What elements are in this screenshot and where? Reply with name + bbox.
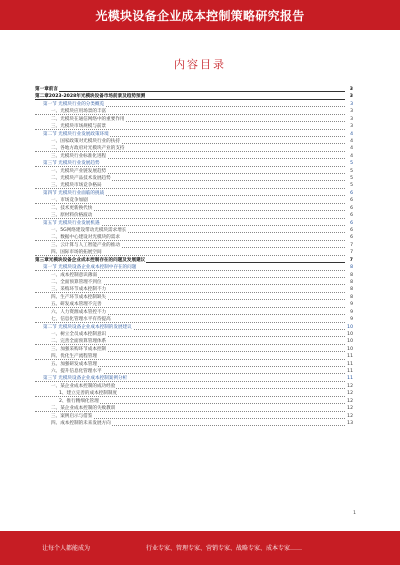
toc-entry[interactable] (35, 212, 355, 219)
toc-entry-text: 云计算与人工智能产业的推动 (60, 242, 120, 248)
report-title: 光模块设备企业成本控制策略研究报告 (95, 9, 305, 23)
toc-entry[interactable] (35, 316, 355, 323)
toc-entry-page: 10 (347, 339, 353, 345)
toc-entry-label (35, 109, 107, 114)
toc-entry-label (35, 421, 112, 426)
toc-entry-number: 一、 (51, 168, 61, 174)
toc-entry[interactable] (35, 413, 355, 420)
toc-entry-label (35, 146, 126, 151)
toc-entry[interactable] (35, 353, 355, 360)
leader-dots (35, 91, 345, 92)
header-bar (0, 0, 400, 30)
toc-entry-page: 12 (347, 391, 353, 397)
toc-entry[interactable] (35, 160, 355, 167)
toc-entry-page: 11 (347, 376, 353, 382)
toc-entry-page: 5 (350, 176, 353, 182)
toc-entry-number: 三、 (51, 346, 61, 352)
toc-entry[interactable] (35, 86, 355, 93)
toc-entry[interactable] (35, 182, 355, 189)
toc-entry-number: 第三章 (35, 257, 49, 263)
toc-entry-page: 6 (350, 190, 353, 196)
toc-entry-number: 三、 (51, 124, 61, 130)
toc-entry[interactable] (35, 93, 355, 100)
toc-entry-text: 研发成本管理不完善 (60, 302, 102, 308)
toc-entry-text: 光模块市场竞争格局 (60, 183, 102, 189)
toc-entry-label (35, 191, 105, 196)
footer-bar (0, 531, 400, 565)
toc-entry-number: 一、 (51, 383, 61, 389)
toc-entry-label (35, 295, 107, 300)
toc-entry[interactable] (35, 346, 355, 353)
toc-entry-page: 4 (350, 146, 353, 152)
toc-entry[interactable] (35, 338, 355, 345)
toc-entry-number: 六、 (51, 369, 61, 375)
toc-entry-number: 三、 (51, 287, 61, 293)
toc-entry-label (35, 176, 112, 181)
toc-entry-label (35, 243, 121, 248)
toc-entry-label (35, 391, 118, 396)
toc-entry-page: 7 (350, 242, 353, 248)
toc-entry-page: 4 (350, 138, 353, 144)
toc-entry-label (35, 132, 110, 137)
toc-entry-label (35, 399, 100, 404)
toc-entry-number: 五、 (51, 302, 61, 308)
toc-entry[interactable] (35, 301, 355, 308)
toc-entry-page: 10 (347, 346, 353, 352)
toc-entry-page: 8 (350, 272, 353, 278)
toc-entry-number: 四、 (51, 250, 61, 256)
toc-entry-text: 5G网络建设带动光模块需求增长 (60, 228, 127, 234)
toc-entry[interactable] (35, 309, 355, 316)
footer-tagline: 行业专家、管理专家、营销专家、战略专家、成本专家…… (146, 545, 303, 552)
toc-entry-page: 5 (350, 183, 353, 189)
toc-entry-number: 二、 (51, 146, 61, 152)
toc-entry-text: 第三节 光模块设备企业成本控制案例分析 (43, 376, 128, 382)
toc-entry[interactable] (35, 383, 355, 390)
toc-entry-page: 6 (350, 220, 353, 226)
toc-entry-number: 三、 (51, 413, 61, 419)
toc-entry-page: 4 (350, 153, 353, 159)
toc-entry-page: 11 (347, 354, 353, 360)
toc-entry-number: 一、 (51, 198, 61, 204)
toc-entry-page: 6 (350, 228, 353, 234)
toc-entry-label (35, 310, 107, 315)
toc-entry-label (35, 280, 103, 285)
toc-entry-number: 四、 (51, 420, 61, 426)
toc-entry-text: 完善全面预算管理体系 (60, 339, 107, 345)
toc-entry[interactable] (35, 123, 355, 130)
toc-entry-text: 建立完善的成本控制制度 (66, 391, 118, 397)
toc-entry-page: 5 (350, 168, 353, 174)
toc-entry-text: 第五节 光模块行业发展机遇 (43, 220, 100, 226)
toc-entry-text: 生产环节成本控制缺失 (60, 294, 107, 300)
toc-entry-page: 11 (347, 369, 353, 375)
toc-entry-label (35, 94, 146, 99)
toc-entry-number: 一、 (51, 109, 61, 115)
toc-entry[interactable] (35, 398, 355, 405)
toc-entry[interactable] (35, 257, 355, 264)
toc-entry[interactable] (35, 101, 355, 108)
toc-entry-label (35, 154, 107, 159)
toc-entry-page: 12 (347, 413, 353, 419)
toc-entry-number: 第一章 (35, 87, 49, 92)
toc-entry-label (35, 206, 93, 211)
toc-entry-label (35, 414, 93, 419)
toc-entry-page: 3 (349, 87, 353, 92)
toc-entry-label (35, 406, 116, 411)
toc-entry[interactable] (35, 361, 355, 368)
toc-entry-number: 三、 (51, 183, 61, 189)
toc-entry-page: 6 (350, 235, 353, 241)
toc-entry-label (35, 117, 126, 122)
toc-entry-page: 12 (347, 398, 353, 404)
toc-entry-number: 一、 (51, 138, 61, 144)
toc-entry-text: 光模块产业链发展趋势 (60, 168, 107, 174)
toc-entry-label (35, 198, 89, 203)
toc-entry-page: 6 (350, 198, 353, 204)
toc-entry[interactable] (35, 153, 355, 160)
toc-entry[interactable] (35, 227, 355, 234)
toc-entry-text: 光模块市场规模与前景 (60, 124, 107, 130)
toc-entry-page: 13 (347, 420, 353, 426)
toc-entry-text: 光模块应用场景的丰富 (60, 109, 107, 115)
toc-entry-page: 12 (347, 383, 353, 389)
toc-entry-label (35, 347, 107, 352)
toc-entry-text: 第二节 光模块设备企业成本控制的发展建议 (43, 324, 132, 330)
toc-entry-text: 采购环节成本控制不力 (60, 287, 107, 293)
toc-entry-text: 全面预算管理不到位 (60, 279, 102, 285)
toc-entry-page: 9 (350, 309, 353, 315)
toc-entry-label (35, 183, 103, 188)
toc-entry-label (35, 362, 98, 367)
toc-entry-label (35, 87, 59, 92)
toc-entry-label (35, 235, 121, 240)
toc-entry-number: 一、 (51, 228, 61, 234)
toc-entry-label (35, 376, 128, 381)
toc-entry-text: 成本控制意识薄弱 (60, 272, 97, 278)
toc-entry-text: 树立全员成本控制意识 (60, 331, 107, 337)
toc-entry-page: 3 (350, 101, 353, 107)
toc-entry-page: 10 (347, 324, 353, 330)
toc-entry-text: 数据中心建设对光模块的需求 (60, 235, 120, 241)
toc-entry-page: 5 (350, 161, 353, 167)
toc-entry-page: 8 (350, 265, 353, 271)
toc-entry-text: 第一节 光模块行业的分类概览 (43, 101, 105, 107)
toc-entry-text: 第三节 光模块行业发展趋势 (43, 161, 100, 167)
toc-entry-text: 加强研发成本管理 (60, 361, 97, 367)
toc-entry-text: 第四节 光模块行业面临的挑战 (43, 190, 105, 196)
toc-entry-number: 二、 (51, 235, 61, 241)
toc-entry-label (35, 302, 103, 307)
toc-entry-text: 成本控制的未来发展方向 (60, 420, 111, 426)
toc-entry[interactable] (35, 168, 355, 175)
toc-entry-text: 加强采购环节成本控制 (60, 346, 107, 352)
toc-entry-text: 各地方政府对光模块产业的支持 (60, 146, 125, 152)
toc-entry[interactable] (35, 234, 355, 241)
toc-entry-label (35, 161, 101, 166)
toc-entry[interactable] (35, 279, 355, 286)
toc-entry-label (35, 317, 112, 322)
toc-entry[interactable] (35, 264, 355, 271)
toc-entry[interactable] (35, 131, 355, 138)
toc-entry-text: 推行精细化管理 (66, 398, 99, 404)
toc-entry-label (35, 287, 107, 292)
toc-entry-label (35, 258, 146, 263)
toc-entry-text: 光模块行业标准化进程 (60, 153, 107, 159)
toc-entry-number: 第二章 (35, 94, 49, 100)
toc-entry[interactable] (35, 116, 355, 123)
toc-entry[interactable] (35, 138, 355, 145)
toc-entry-text: 优化生产流程管理 (60, 354, 97, 360)
toc-entry-label (35, 102, 105, 107)
toc-entry[interactable] (35, 286, 355, 293)
toc-entry-label (35, 339, 107, 344)
toc-entry-text: 光模块产品技术发展趋势 (60, 176, 111, 182)
toc-entry-label (35, 273, 98, 278)
toc-entry-label (35, 325, 133, 330)
toc-entry-page: 3 (350, 116, 353, 122)
table-of-contents (35, 86, 355, 427)
toc-entry-number: 二、 (51, 339, 61, 345)
toc-entry-number: 1、 (59, 391, 67, 397)
toc-entry-label (35, 221, 101, 226)
toc-entry-text: 人力资源成本管控不力 (60, 309, 107, 315)
toc-entry[interactable] (35, 324, 355, 331)
toc-entry-text: 光模块在通信网络中的重要作用 (60, 116, 125, 122)
toc-entry-number: 四、 (51, 354, 61, 360)
toc-entry-page: 8 (350, 287, 353, 293)
toc-entry-text: 国家政策对光模块行业的扶持 (60, 138, 120, 144)
toc-entry-page: 4 (350, 131, 353, 137)
toc-entry[interactable] (35, 405, 355, 412)
toc-entry-label (35, 354, 98, 359)
toc-entry-text: 市场竞争加剧 (60, 198, 88, 204)
toc-entry[interactable] (35, 205, 355, 212)
toc-entry-text: 国际市场的拓展空间 (60, 250, 102, 256)
toc-entry[interactable] (35, 145, 355, 152)
toc-entry-page: 12 (347, 406, 353, 412)
toc-entry-page: 3 (350, 124, 353, 130)
toc-entry-label (35, 369, 103, 374)
toc-entry-page: 10 (347, 331, 353, 337)
toc-entry-page: 8 (350, 294, 353, 300)
toc-entry[interactable] (35, 220, 355, 227)
toc-entry-label (35, 139, 121, 144)
toc-entry-label (35, 384, 116, 389)
toc-entry[interactable] (35, 331, 355, 338)
toc-entry-label (35, 265, 137, 270)
toc-entry-text: 光模块设备企业成本控制存在的问题及发展建议 (48, 257, 146, 263)
toc-entry[interactable] (35, 368, 355, 375)
toc-entry-label (35, 332, 107, 337)
toc-entry[interactable] (35, 190, 355, 197)
toc-entry-label (35, 169, 107, 174)
toc-entry-number: 二、 (51, 205, 61, 211)
toc-entry-page: 8 (350, 279, 353, 285)
toc-entry-number: 一、 (51, 272, 61, 278)
toc-entry-page: 7 (349, 257, 353, 263)
toc-entry-text: 提升信息化管理水平 (60, 369, 102, 375)
toc-entry-page: 7 (350, 250, 353, 256)
toc-entry-text: 案例启示与借鉴 (60, 413, 93, 419)
toc-entry-text: 第二节 光模块行业发展政策环境 (43, 131, 109, 137)
toc-entry-text: 信息化管理水平有待提高 (60, 317, 111, 323)
toc-entry-page: 6 (350, 213, 353, 219)
toc-entry[interactable] (35, 375, 355, 382)
toc-entry[interactable] (35, 420, 355, 427)
toc-entry[interactable] (35, 197, 355, 204)
toc-entry-number: 三、 (51, 153, 61, 159)
toc-entry[interactable] (35, 249, 355, 256)
toc-entry-number: 六、 (51, 309, 61, 315)
toc-entry-number: 三、 (51, 242, 61, 248)
toc-entry-number: 二、 (51, 176, 61, 182)
toc-entry-number: 二、 (51, 116, 61, 122)
toc-entry[interactable] (35, 272, 355, 279)
toc-entry-page: 3 (349, 94, 353, 100)
toc-entry-label (35, 228, 127, 233)
toc-entry[interactable] (35, 108, 355, 115)
toc-entry-number: 一、 (51, 331, 61, 337)
toc-entry-label (35, 250, 103, 255)
toc-entry-page: 3 (350, 109, 353, 115)
toc-entry-text: 某企业成本控制的成功经验 (60, 383, 116, 389)
toc-entry[interactable] (35, 294, 355, 301)
toc-entry-text: 2023-2028年光模块设备市场前景及趋势预测 (48, 94, 146, 100)
footer-slogan: 让每个人都能成为 (42, 545, 91, 552)
toc-entry-number: 2、 (59, 398, 67, 404)
toc-entry[interactable] (35, 242, 355, 249)
toc-entry-number: 二、 (51, 406, 61, 412)
toc-entry-text: 第一节 光模块设备企业成本控制中存在的问题 (43, 265, 137, 271)
toc-entry-number: 三、 (51, 213, 61, 219)
toc-entry-number: 七、 (51, 317, 61, 323)
toc-entry-page: 11 (347, 361, 353, 367)
toc-entry-text: 某企业成本控制的失败教训 (60, 406, 116, 412)
toc-entry-page: 9 (350, 302, 353, 308)
toc-entry[interactable] (35, 175, 355, 182)
toc-entry-page: 6 (350, 205, 353, 211)
toc-entry[interactable] (35, 390, 355, 397)
toc-entry-page: 9 (350, 317, 353, 323)
toc-entry-text: 技术更新换代快 (60, 205, 93, 211)
toc-entry-label (35, 213, 93, 218)
toc-entry-number: 二、 (51, 279, 61, 285)
toc-entry-label (35, 124, 107, 129)
toc-heading: 内容目录 (174, 58, 226, 71)
page-number: 1 (353, 511, 356, 516)
toc-entry-number: 四、 (51, 294, 61, 300)
toc-entry-text: 前言 (48, 87, 58, 92)
toc-entry-number: 五、 (51, 361, 61, 367)
toc-entry-text: 原材料价格波动 (60, 213, 93, 219)
